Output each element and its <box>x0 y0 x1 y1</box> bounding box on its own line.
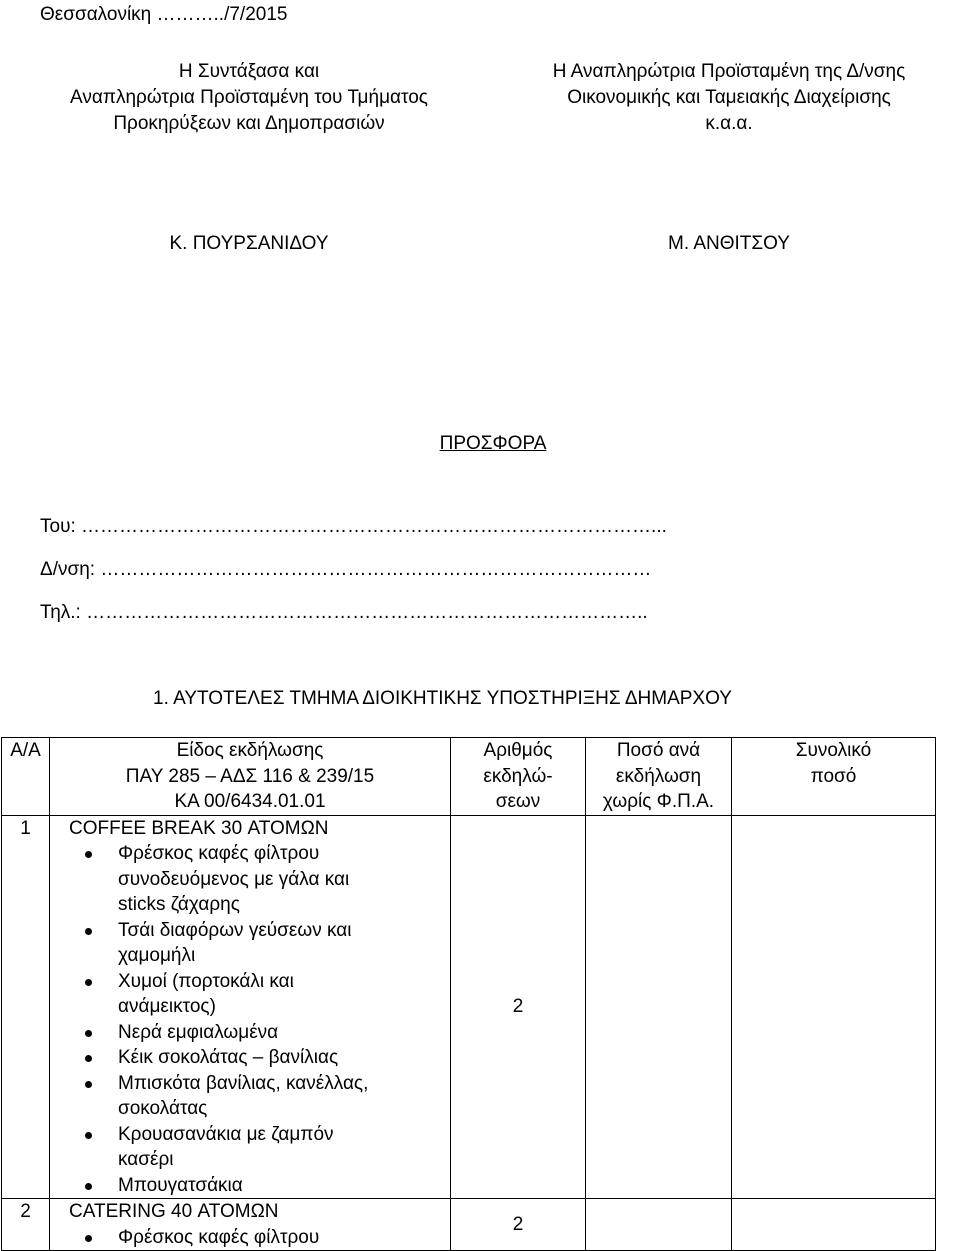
header-price-line: Ποσό ανά <box>616 740 701 761</box>
list-item <box>118 1173 450 1199</box>
left-signatory-line: Προκηρύξεων και Δημοπρασιών <box>113 113 385 134</box>
header-count-line: εκδηλώ- <box>483 765 553 787</box>
left-signatory-line: Αναπληρώτρια Προϊσταμένη του Τμήματος <box>70 87 428 108</box>
left-signatory-name: Κ. ΠΟΥΡΣΑΝΙΔΟΥ <box>169 233 329 254</box>
list-item-line: κασέρι <box>118 1149 174 1170</box>
right-signatory-title <box>498 59 960 137</box>
field-til: Τηλ.: …………………………………………………………………………….. <box>40 602 648 623</box>
row-unit-price <box>586 815 732 1199</box>
list-item <box>118 841 450 918</box>
header-item-line: ΠΑΥ 285 – ΑΔΣ 116 & 239/15 <box>125 765 375 787</box>
list-item <box>118 1122 450 1173</box>
table-header-row <box>2 738 936 816</box>
right-signatory-line: Η Αναπληρώτρια Προϊσταμένη της Δ/νσης <box>552 61 906 82</box>
header-total <box>732 738 936 816</box>
header-total-line: ποσό <box>810 765 857 787</box>
row-aa: 2 <box>2 1199 50 1251</box>
list-item-line: sticks ζάχαρης <box>118 894 240 915</box>
row-total <box>732 815 936 1199</box>
left-signatory-title <box>18 59 480 137</box>
list-item-line: Φρέσκος καφές φίλτρου <box>118 843 320 864</box>
header-item-line: Είδος εκδήλωσης <box>176 740 324 761</box>
field-tou: Του: ………………………………………………………………………………... <box>40 516 667 537</box>
row-total <box>732 1199 936 1251</box>
row-item-list <box>50 841 450 1198</box>
header-aa: Α/Α <box>2 738 50 816</box>
list-item-line: Τσάι διαφόρων γεύσεων και <box>118 919 352 941</box>
list-item-line: Νερά εμφιαλωμένα <box>118 1021 279 1043</box>
list-item <box>118 1045 450 1071</box>
row-item-heading: COFFEE BREAK 30 ΑΤΟΜΩΝ <box>69 817 329 839</box>
list-item-line: Μπουγατσάκια <box>118 1174 243 1196</box>
list-item <box>118 1071 450 1122</box>
header-unit-price <box>586 738 732 816</box>
header-item <box>50 738 451 816</box>
list-item <box>118 918 450 969</box>
list-item <box>118 1020 450 1046</box>
list-item <box>118 1225 450 1251</box>
list-item-line: Κέικ σοκολάτας – βανίλιας <box>118 1047 339 1068</box>
list-item-line: ανάμεικτος) <box>118 996 216 1017</box>
row-item <box>50 1199 451 1251</box>
date-line: Θεσσαλονίκη ………../7/2015 <box>40 4 288 25</box>
list-item-line: συνοδευόμενος με γάλα και <box>118 868 350 890</box>
row-item-list <box>50 1225 450 1251</box>
row-count: 2 <box>451 1199 586 1251</box>
header-count <box>451 738 586 816</box>
list-item-line: Φρέσκος καφές φίλτρου <box>118 1226 320 1248</box>
list-item-line: σοκολάτας <box>118 1098 208 1119</box>
field-dnsi: Δ/νση: …………………………………………………………………………… <box>40 559 652 580</box>
right-signatory-name: Μ. ΑΝΘΙΤΣΟΥ <box>668 233 790 254</box>
header-price-line: χωρίς Φ.Π.Α. <box>602 791 715 812</box>
row-count: 2 <box>451 815 586 1199</box>
right-signatory-line: κ.α.α. <box>705 113 753 134</box>
row-unit-price <box>586 1199 732 1251</box>
list-item <box>118 969 450 1020</box>
list-item-line: Χυμοί (πορτοκάλι και <box>118 970 294 992</box>
row-aa: 1 <box>2 815 50 1199</box>
list-item-line: Κρουασανάκια με ζαμπόν <box>118 1123 334 1145</box>
row-item-heading: CATERING 40 ΑΤΟΜΩΝ <box>69 1201 279 1222</box>
header-price-line: εκδήλωση <box>615 765 702 787</box>
list-item-line: χαμομήλι <box>118 945 196 966</box>
row-item <box>50 815 451 1199</box>
offer-table <box>1 737 936 1251</box>
header-item-line: ΚΑ 00/6434.01.01 <box>174 791 326 812</box>
list-item-line: Μπισκότα βανίλιας, κανέλλας, <box>118 1072 369 1094</box>
right-signatory-line: Οικονομικής και Ταμειακής Διαχείρισης <box>567 87 891 108</box>
header-count-line: σεων <box>495 791 541 812</box>
offer-title: ΠΡΟΣΦΟΡΑ <box>439 433 547 454</box>
table-row <box>2 815 936 1199</box>
left-signatory-line: Η Συντάξασα και <box>178 61 320 82</box>
section-title: 1. ΑΥΤΟΤΕΛΕΣ ΤΜΗΜΑ ΔΙΟΙΚΗΤΙΚΗΣ ΥΠΟΣΤΗΡΙΞΗΣ ΔΗΜΑΡΧΟΥ <box>153 688 732 709</box>
table-row <box>2 1199 936 1251</box>
header-total-line: Συνολικό <box>795 740 872 761</box>
header-count-line: Αριθμός <box>483 740 553 761</box>
